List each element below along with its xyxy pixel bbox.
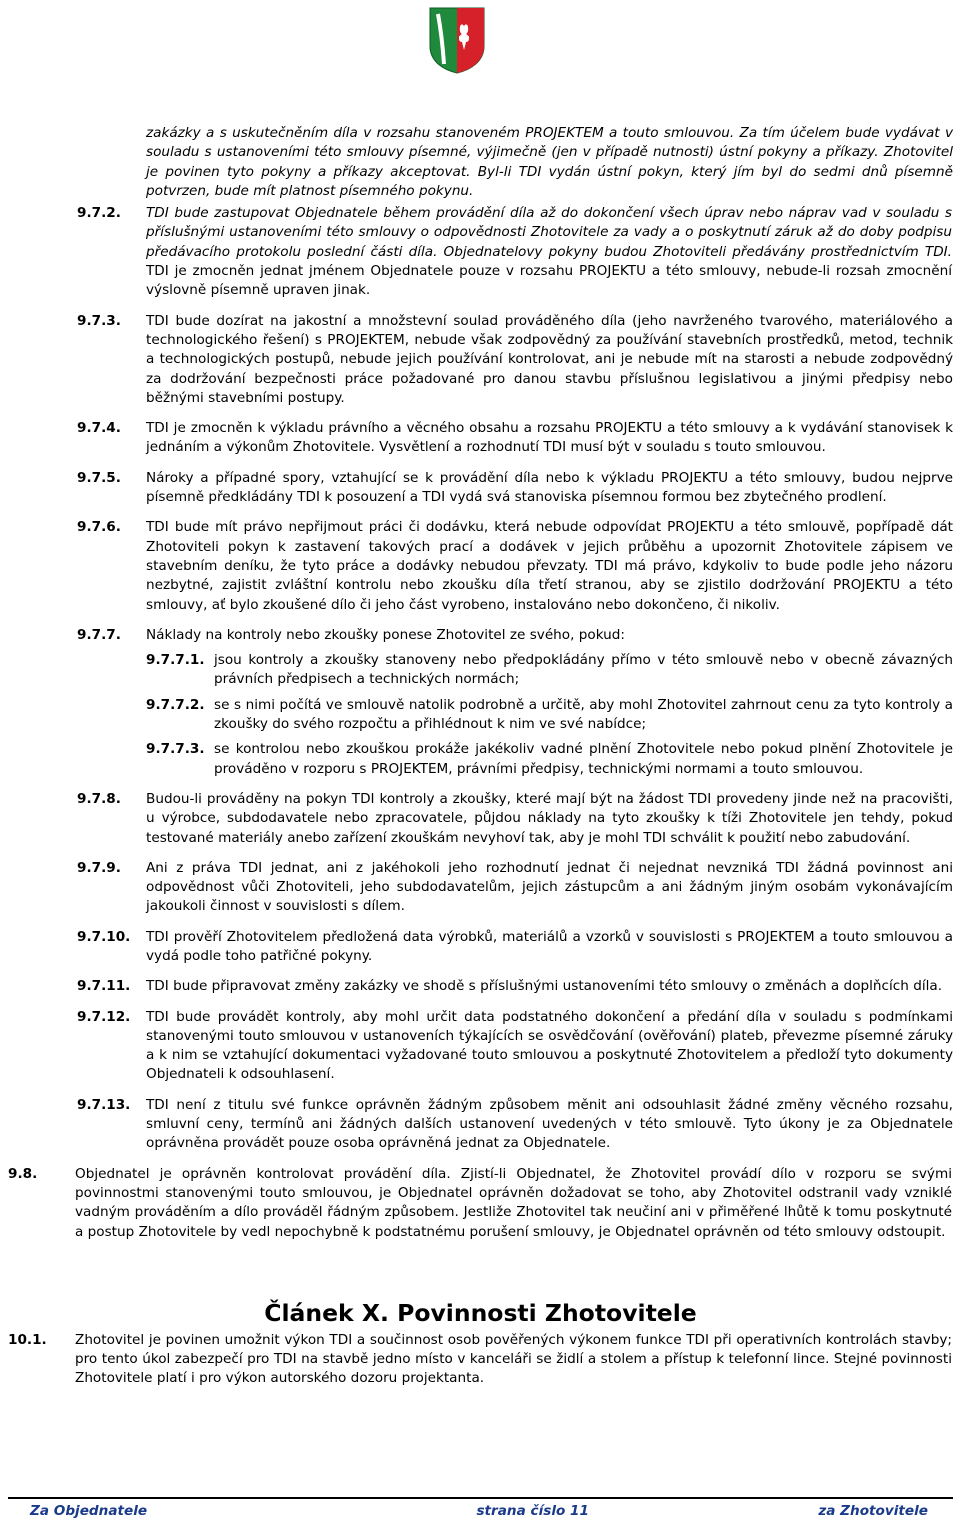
clause-10-1: 10.1. Zhotovitel je povinen umožnit výkon TDI a součinnost osob pověřených výkonem funkce TDI při operativních kontrolách stavby; pro tento úkol zabezpečí pro TDI na stavbě jedno místo v kanceláři se židlí a stolem a přístup k telefonní lince. Stejné povinnosti Zhotovitele platí i pro výkon autorského dozoru projektanta. [8, 1331, 952, 1387]
footer-divider [8, 1497, 953, 1499]
clause-9-7-12: 9.7.12. TDI bude provádět kontroly, aby mohl určit data podstatného dokončení a předání díla v souladu s podmínkami stanovenými touto smlouvou v ustanoveních týkajících se osvědčování (ověřování) plateb, převezme písemné záruky a k nim se vztahující dokumentaci vyžadované touto smlouvou a poskytnuté Zhotovitelem a předloží tyto dokumenty Objednateli k odsouhlasení. [77, 1008, 953, 1083]
municipal-coat-of-arms-icon [428, 6, 486, 74]
clause-9-8: 9.8. Objednatel je oprávněn kontrolovat provádění díla. Zjistí-li Objednatel, že Zhotovitel provádí dílo v rozporu se svými povinnostmi stanovenými touto smlouvou, je Objednatel oprávněn dožadovat se toho, aby Zhotovitel odstranil vady vzniklé vadným prováděním a dílo prováděl řádným způsobem. Jestliže Zhotovitel tak neučiní ani v přiměřené lhůtě k tomu poskytnuté a postup Zhotovitele by vedl nepochybně k podstatnému porušení smlouvy, je Objednatel oprávněn od této smlouvy odstoupit. [8, 1165, 952, 1240]
footer-left: Za Objednatele [30, 1503, 148, 1519]
clause-9-7-11: 9.7.11. TDI bude připravovat změny zakázky ve shodě s příslušnými ustanoveními této smlouvy o změnách a doplňcích díla. [77, 978, 943, 995]
clause-9-7-7-3: 9.7.7.3. se kontrolou nebo zkouškou prokáže jakékoliv vadné plnění Zhotovitele nebo pokud plnění Zhotovitele je prováděno v rozporu s PROJEKTEM, právními předpisy, technickými normami a touto smlouvou. [146, 741, 953, 777]
footer-page-number: strana číslo 11 [476, 1503, 589, 1519]
intro-paragraph: zakázky a s uskutečněním díla v rozsahu stanoveném PROJEKTEM a touto smlouvou. Za tím účelem bude vydávat v souladu s ustanoveními této smlouvy písemné, výjimečně (jen v případě nutnosti) ústní pokyny a příkazy. Zhotovitel je povinen tyto pokyny a příkazy akceptovat. Byl-li TDI vydán ústní pokyn, který jím byl do sedmi dnů písemně potvrzen, bude mít platnost písemného pokynu. [146, 125, 953, 199]
clause-9-7-3: 9.7.3. TDI bude dozírat na jakostní a množstevní soulad prováděného díla (jeho navrženého tvarového, materiálového a technologického řešení) s PROJEKTEM, nebude však zodpovědný za používání stavebních prostředků, metod, technik a technologických postupů, nebude jejich používání kontrolovat, ani je nebude mít na starosti a nebude zodpovědný za dodržování bezpečnosti práce požadované pro danou stavbu příslušnou legislativou a jinými předpisy nebo běžnými stavebními postupy. [77, 312, 953, 406]
clause-9-7-13: 9.7.13. TDI není z titulu své funkce oprávněn žádným způsobem měnit ani odsouhlasit žádné změny věcného rozsahu, smluvní ceny, termínů ani žádných dalších ustanovení uvedených v této smlouvě. Tyto úkony je za Objednatele oprávněna provádět pouze osoba oprávněná jednat za Objednatele. [77, 1096, 953, 1152]
clause-9-7-6: 9.7.6. TDI bude mít právo nepřijmout práci či dodávku, která nebude odpovídat PROJEKTU a této smlouvě, popřípadě dát Zhotoviteli pokyn k zastavení takových prací a dodávek v jejich průběhu a upozornit Zhotovitele zápisem ve stavebním deníku, že tyto práce a dodávky nebudou převzaty. TDI má právo, kdykoliv to bude podle jeho názoru nezbytné, zajistit zvláštní kontrolu nebo zkoušku díla třetí stranou, aby se zjistilo dodržování PROJEKTU a této smlouvy, ať bylo zkoušené dílo či jeho část vyrobeno, instalováno nebo dokončeno, či nikoliv. [77, 519, 953, 613]
clause-9-7-2: 9.7.2. TDI bude zastupovat Objednatele během provádění díla až do dokončení všech úprav nebo náprav vad v souladu s příslušnými ustanoveními této smlouvy o odpovědnosti Zhotovitele za vady a o poskytnutí záruk až do doby podpisu předávacího protokolu poslední části díla. Objednatelovy pokyny budou Zhotoviteli předávány prostřednictvím TDI. TDI je zmocněn jednat jménem Objednatele pouze v rozsahu PROJEKTU a této smlouvy, nebude-li rozsah zmocnění výslovně písemně upraven jinak. [77, 205, 952, 299]
clause-9-7-7: 9.7.7. Náklady na kontroly nebo zkoušky ponese Zhotovitel ze svého, pokud: [77, 626, 625, 643]
clause-9-7-7-2: 9.7.7.2. se s nimi počítá ve smlouvě natolik podrobně a určitě, aby mohl Zhotovitel zahrnout cenu za tyto kontroly a zkoušky do svého rozpočtu a přihlédnout k nim ve své nabídce; [146, 696, 953, 733]
page-footer [30, 1502, 928, 1521]
footer-right: za Zhotovitele [818, 1503, 928, 1519]
clause-9-7-10: 9.7.10. TDI prověří Zhotovitelem předložená data výrobků, materiálů a vzorků v souvislosti s PROJEKTEM a touto smlouvou a vydá podle toho patřičné pokyny. [77, 928, 953, 964]
clause-9-7-4: 9.7.4. TDI je zmocněn k výkladu právního a věcného obsahu a rozsahu PROJEKTU a této smlouvy a k vydávání stanovisek k jednáním a výkonům Zhotovitele. Vysvětlení a rozhodnutí TDI musí být v souladu s touto smlouvou. [77, 420, 953, 456]
clause-9-7-8: 9.7.8. Budou-li prováděny na pokyn TDI kontroly a zkoušky, které mají být na žádost TDI provedeny jinde než na pracovišti, u výrobce, subdodavatele nebo zpracovatele, půjdou náklady na tyto zkoušky k tíži Zhotovitele jen tehdy, pokud testované materiály anebo zařízení zkouškám nevyhoví tak, aby je mohl TDI schválit k použití nebo zabudování. [77, 790, 953, 846]
document-body [0, 124, 960, 1389]
article-heading: Článek X. Povinnosti Zhotovitele [264, 1298, 697, 1327]
clause-9-7-5: 9.7.5. Nároky a případné spory, vztahující se k provádění díla nebo k výkladu PROJEKTU a této smlouvy, budou nejprve písemně předkládány TDI k posouzení a TDI vydá svá stanoviska písemnou formou bez zbytečného prodlení. [77, 469, 953, 506]
clause-9-7-7-1: 9.7.7.1. jsou kontroly a zkoušky stanoveny nebo předpokládány přímo v této smlouvě nebo v obecně závazných právních předpisech a technických normách; [146, 652, 953, 688]
clause-9-7-9: 9.7.9. Ani z práva TDI jednat, ani z jakéhokoli jeho rozhodnutí jednat či nejednat nevzniká TDI žádná povinnost ani odpovědnost vůči Zhotoviteli, jeho subdodavatelům, jejich zástupcům a ani žádným jiným osobám vykonávajícím jakoukoli činnost v souvislosti s dílem. [77, 859, 953, 915]
